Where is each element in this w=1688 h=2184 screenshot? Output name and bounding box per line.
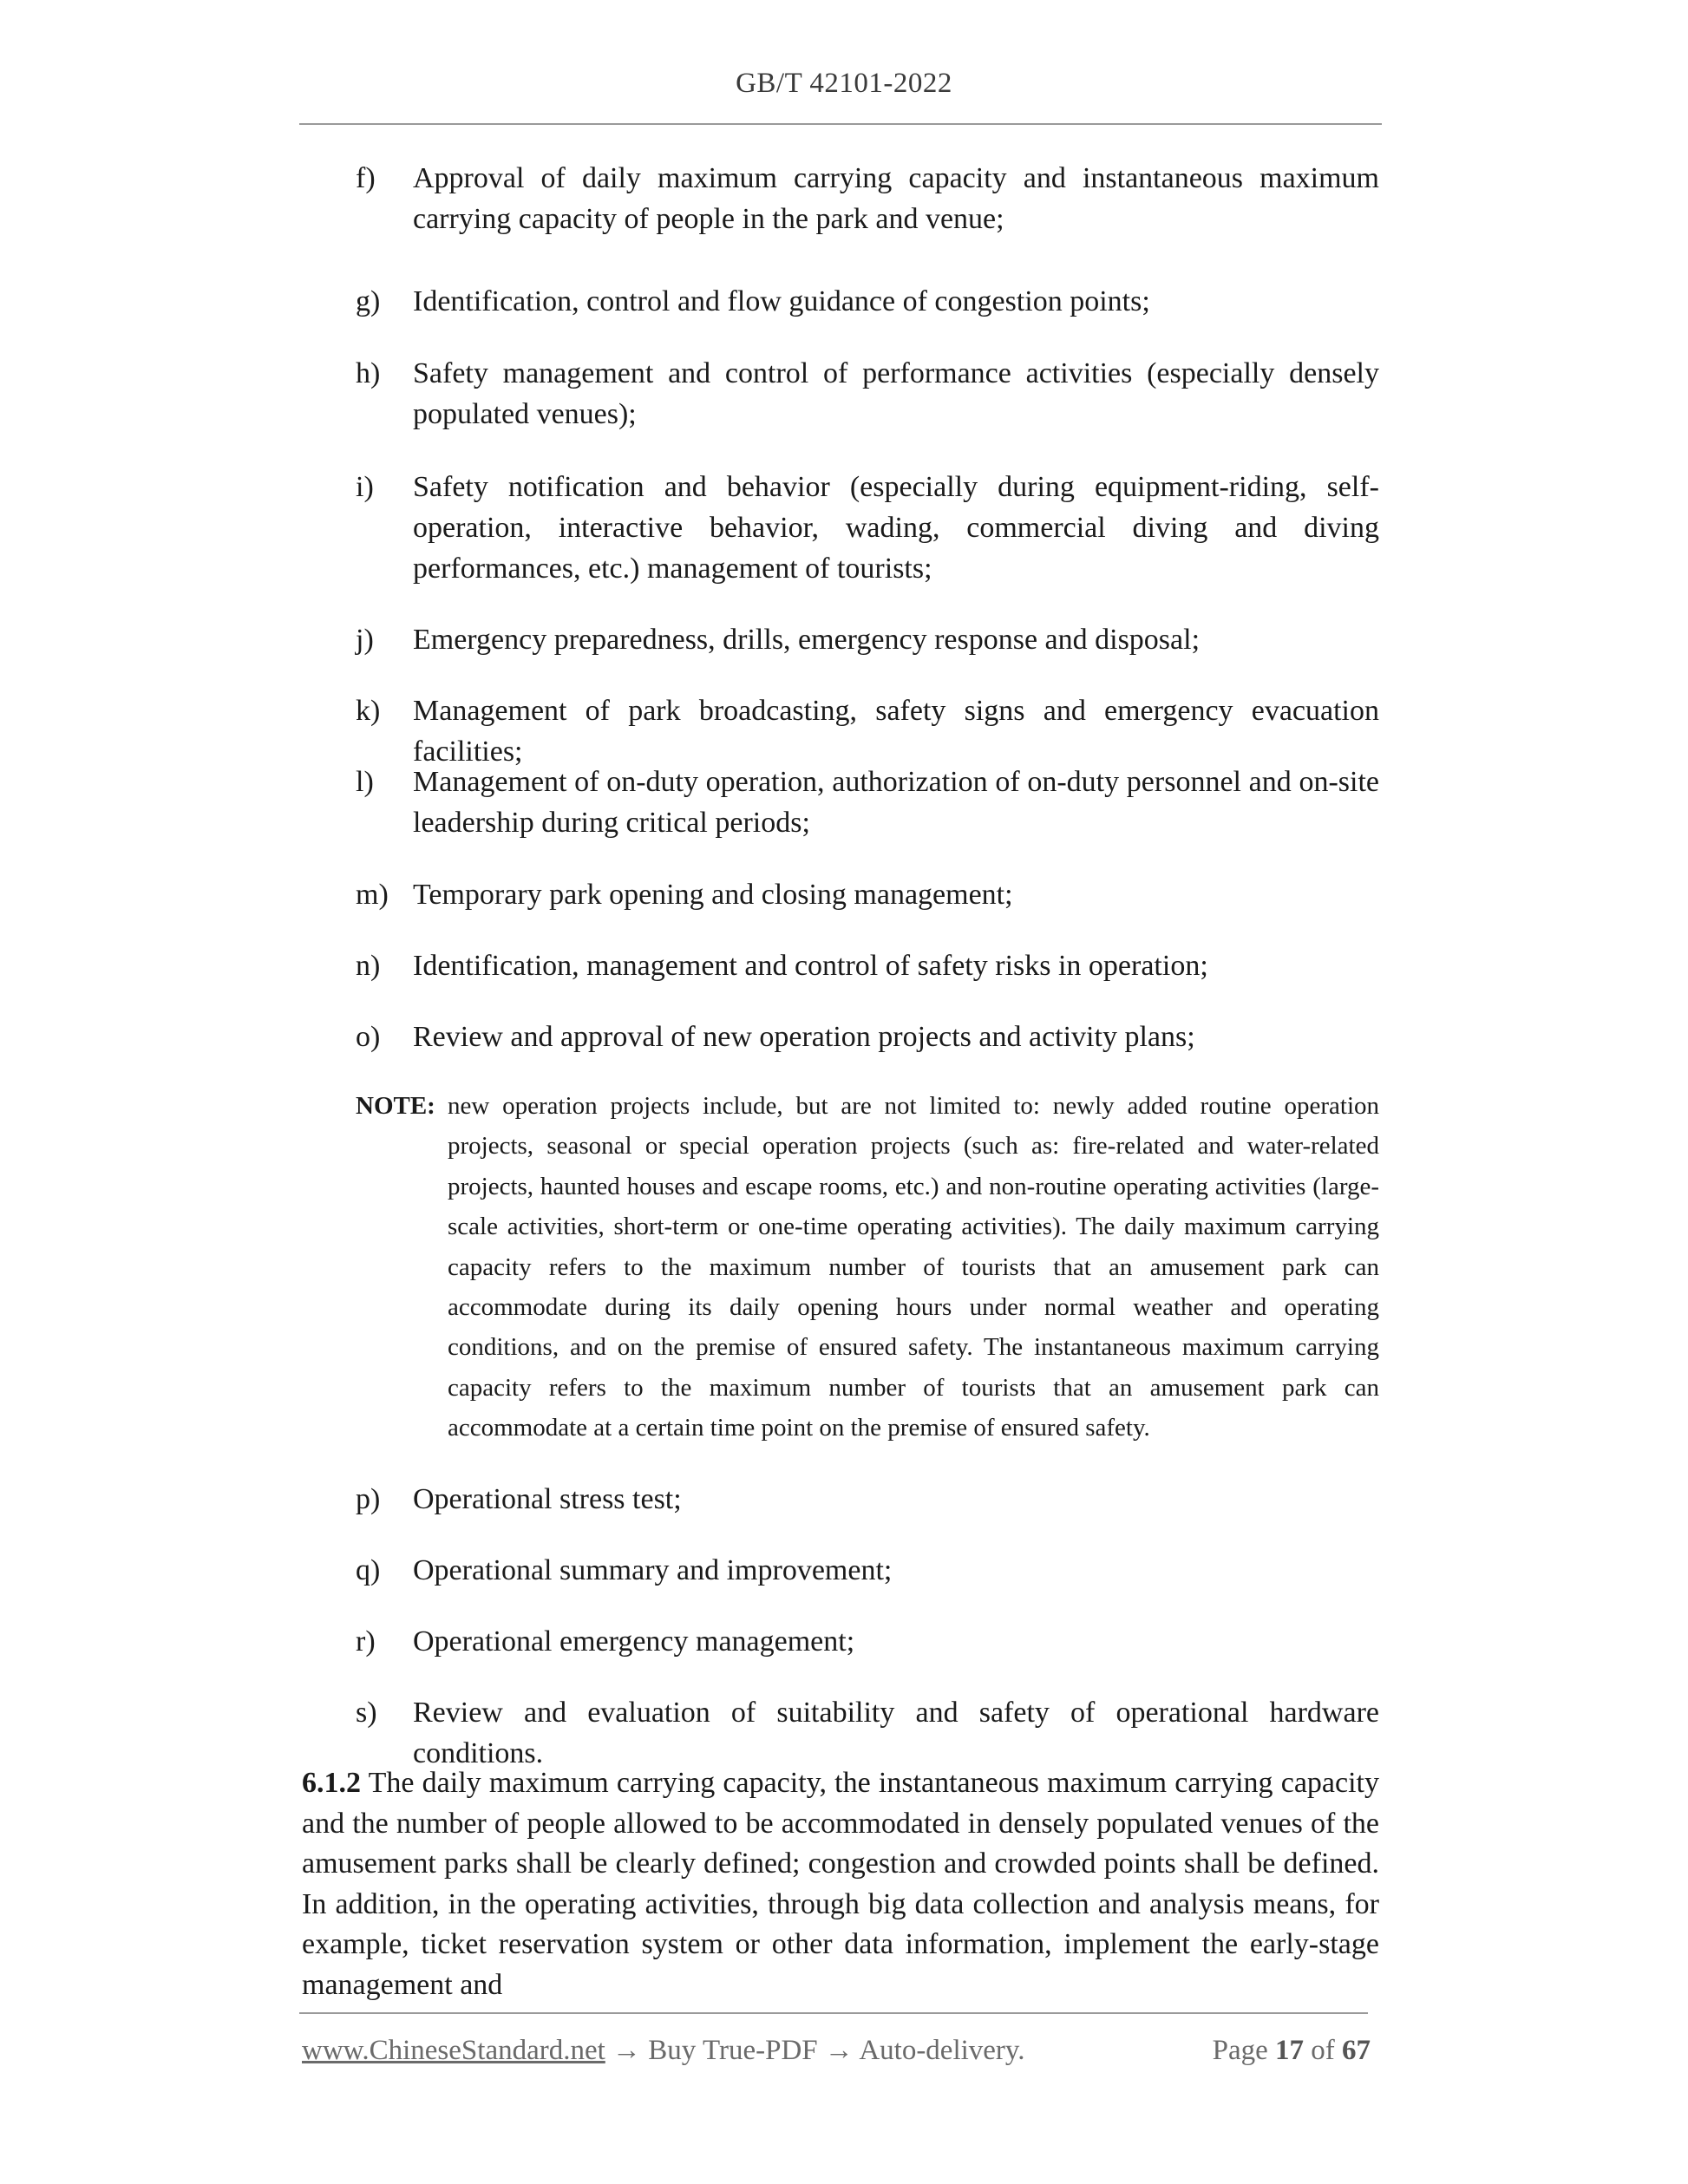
footer-divider [299,2012,1368,2014]
page-current: 17 [1275,2035,1304,2066]
list-marker: q) [356,1554,381,1586]
list-item-i [356,467,1379,589]
buy-pdf-link: Buy True-PDF [648,2035,818,2066]
list-marker: f) [356,162,376,194]
list-marker: m) [356,879,389,911]
list-item-text: Safety management and control of performance activities (especially densely populated venues); [413,357,1379,430]
list-item-text: Temporary park opening and closing management; [413,879,1013,911]
list-item-o [356,1017,1379,1057]
document-header-title: GB/T 42101-2022 [736,68,952,99]
list-marker: h) [356,357,381,389]
list-item-text: Identification, control and flow guidance of congestion points; [413,285,1150,317]
list-item-s [356,1692,1379,1774]
of-word: of [1311,2035,1335,2066]
list-item-n [356,945,1379,986]
arrow-right-icon: → [824,2035,854,2066]
clause-number: 6.1.2 [302,1767,361,1799]
list-item-k [356,690,1379,772]
auto-delivery-text: Auto-delivery. [859,2035,1025,2066]
list-marker: l) [356,766,374,798]
note-text: new operation projects include, but are not limited to: newly added routine operation projects, seasonal or special operation projects (such as: fire-related and water-related projects, haunted houses and escape rooms, etc.) and non-routine operating activities (large-scale activities, short-term or one-time operating activities). The daily maximum carrying capacity refers to the maximum number of tourists that an amusement park can accommodate during its daily opening hours under normal weather and operating conditions, and on the premise of ensured safety. The instantaneous maximum carrying capacity refers to the maximum number of tourists that an amusement park can accommodate at a certain time point on the premise of ensured safety. [448,1092,1379,1442]
list-item-m [356,874,1379,915]
page-total: 67 [1342,2035,1371,2066]
list-marker: p) [356,1483,381,1515]
list-item-text: Management of park broadcasting, safety signs and emergency evacuation facilities; [413,695,1379,768]
list-item-text: Safety notification and behavior (especially during equipment-riding, self-operation, interactive behavior, wading, commercial diving and diving performances, etc.) management of tourists; [413,471,1379,585]
list-marker: n) [356,950,381,982]
clause-6-1-2 [302,1763,1379,2005]
list-item-text: Management of on-duty operation, authorization of on-duty personnel and on-site leadership during critical periods; [413,766,1379,839]
list-marker: j) [356,624,374,656]
list-item-g [356,281,1379,322]
list-item-q [356,1550,1379,1591]
page-word: Page [1212,2035,1268,2066]
list-marker: s) [356,1697,377,1729]
list-item-text: Operational stress test; [413,1483,682,1515]
list-item-text: Review and evaluation of suitability and safety of operational hardware conditions. [413,1697,1379,1769]
list-item-text: Emergency preparedness, drills, emergency response and disposal; [413,624,1201,656]
list-marker: g) [356,285,381,317]
list-item-r [356,1621,1379,1662]
note-block [356,1086,1379,1448]
list-marker: r) [356,1625,376,1658]
list-marker: k) [356,695,381,727]
list-marker: i) [356,471,374,503]
list-item-h [356,353,1379,435]
list-item-f [356,158,1379,239]
list-item-j [356,619,1379,660]
list-item-text: Approval of daily maximum carrying capacity and instantaneous maximum carrying capacity of people in the park and venue; [413,162,1379,235]
list-item-text: Review and approval of new operation projects and activity plans; [413,1021,1195,1053]
site-link[interactable]: www.ChineseStandard.net [302,2035,605,2066]
list-item-l [356,762,1379,843]
header-divider [299,123,1382,125]
arrow-right-icon: → [612,2035,642,2066]
list-item-text: Operational summary and improvement; [413,1554,893,1586]
list-marker: o) [356,1021,381,1053]
list-item-text: Operational emergency management; [413,1625,855,1658]
list-item-text: Identification, management and control of safety risks in operation; [413,950,1208,982]
list-item-p [356,1479,1379,1520]
clause-text: The daily maximum carrying capacity, the instantaneous maximum carrying capacity and the number of people allowed to be accommodated in densely populated venues of the amusement parks shall be clearly defined; congestion and crowded points shall be defined. In addition, in the operating activities, through big data collection and analysis means, for example, ticket reservation system or other data information, implement the early-stage management and [302,1767,1379,2001]
note-label: NOTE: [356,1092,435,1120]
page-number [1185,2035,1371,2067]
footer-links [302,2035,1025,2067]
